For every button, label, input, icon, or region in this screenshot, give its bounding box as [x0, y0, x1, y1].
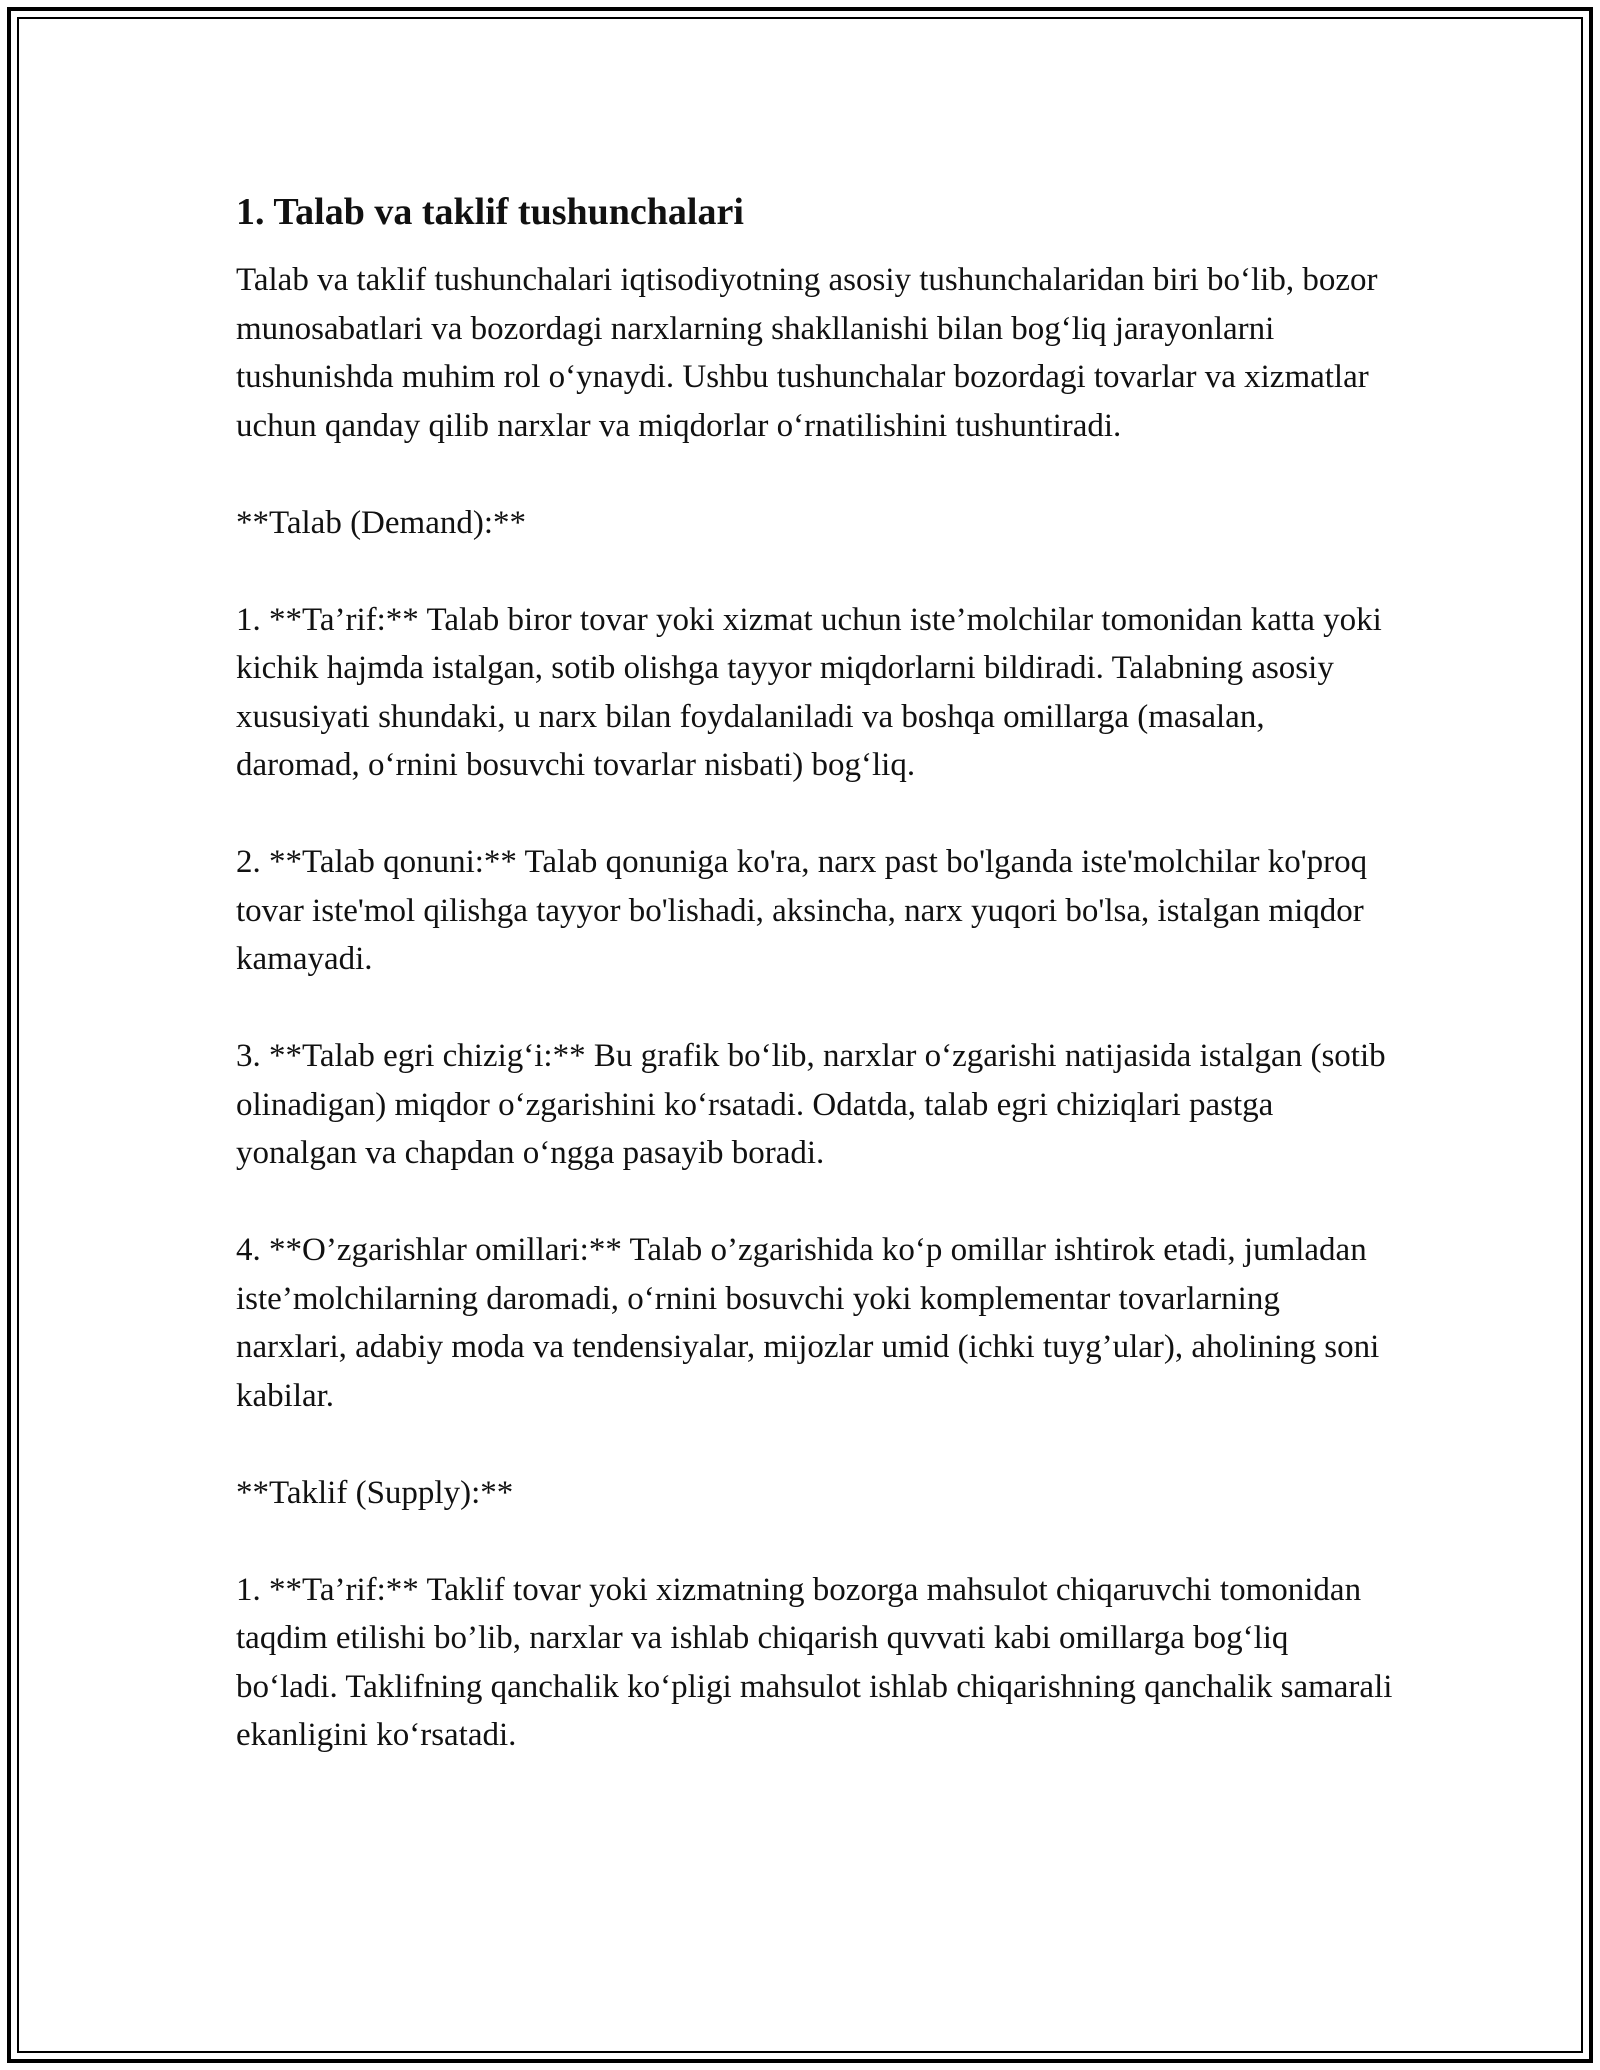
- paragraph-supply-definition: 1. **Ta’rif:** Taklif tovar yoki xizmatning bozorga mahsulot chiqaruvchi tomonidan taqdim etilishi bo’lib, narxlar va ishlab chiqarish quvvati kabi omillarga bog‘liq bo‘ladi. Taklifning qanchalik ko‘pligi mahsulot ishlab chiqarishning qanchalik samarali ekanligini ko‘rsatadi.: [236, 1571, 1393, 1753]
- paragraph-demand-law: 2. **Talab qonuni:** Talab qonuniga ko'ra, narx past bo'lganda iste'molchilar ko'proq tovar iste'mol qilishga tayyor bo'lishadi, aksincha, narx yuqori bo'lsa, istalgan miqdor kamayadi.: [236, 844, 1368, 977]
- document-body: [236, 186, 1396, 1760]
- paragraph-intro: Talab va taklif tushunchalari iqtisodiyotning asosiy tushunchalaridan biri bo‘lib, bozor munosabatlari va bozordagi narxlarning shakllanishi bilan bog‘liq jarayonlarni tushunishda muhim rol o‘ynaydi. Ushbu tushunchalar bozordagi tovarlar va xizmatlar uchun qanday qilib narxlar va miqdorlar o‘rnatilishini tushuntiradi.: [236, 262, 1378, 444]
- section-heading: 1. Talab va taklif tushunchalari: [236, 191, 744, 233]
- paragraph-demand-factors: 4. **O’zgarishlar omillari:** Talab o’zgarishida ko‘p omillar ishtirok etadi, jumladan iste’molchilarning daromadi, o‘rnini bosuvchi yoki komplementar tovarlarning narxlari, adabiy moda va tendensiyalar, mijozlar umid (ichki tuyg’ular), aholining soni kabilar.: [236, 1232, 1380, 1414]
- paragraph-demand-title: **Talab (Demand):**: [236, 504, 527, 541]
- paragraph-supply-title: **Taklif (Supply):**: [236, 1474, 514, 1511]
- paragraph-demand-curve: 3. **Talab egri chizig‘i:** Bu grafik bo‘lib, narxlar o‘zgarishi natijasida istalgan (sotib olinadigan) miqdor o‘zgarishini ko‘rsatadi. Odatda, talab egri chiziqlari pastga yonalgan va chapdan o‘ngga pasayib boradi.: [236, 1038, 1386, 1171]
- paragraph-demand-definition: 1. **Ta’rif:** Talab biror tovar yoki xizmat uchun iste’molchilar tomonidan katta yoki kichik hajmda istalgan, sotib olishga tayyor miqdorlarni bildiradi. Talabning asosiy xususiyati shundaki, u narx bilan foydalaniladi va boshqa omillarga (masalan, daromad, o‘rnini bosuvchi tovarlar nisbati) bog‘liq.: [236, 601, 1382, 783]
